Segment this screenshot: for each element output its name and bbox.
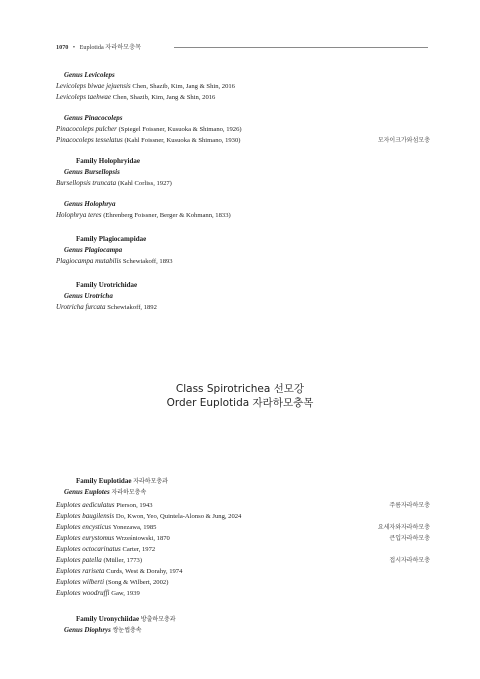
species-entry: Euplotes rariseta Curds, West & Dorahy, 1974 bbox=[56, 567, 183, 575]
species-entry: Pinacocoleps pulcher (Spiegel Foissner, Kusuoka & Shimano, 1926) bbox=[56, 125, 242, 133]
family-heading: Family Euplotidae 자라하모충과 bbox=[76, 477, 168, 485]
class-heading: Class Spirotrichea 선모강 bbox=[175, 383, 305, 395]
species-entry: Urotricha furcata Schewiakoff, 1892 bbox=[56, 303, 157, 311]
korean-common-name: 접시자라하모충 bbox=[389, 557, 430, 564]
genus-heading: Genus Levicoleps bbox=[64, 71, 115, 79]
species-entry: Bursellopsis truncata (Kahl Corliss, 1927) bbox=[56, 179, 172, 187]
header-title: Euplotida 자라하모충목 bbox=[79, 44, 142, 51]
species-entry: Pinacocoleps tesselatus (Kahl Foissner, Kusuoka & Shimano, 1930) 모자이크가와섬모충 bbox=[56, 136, 430, 144]
species-entry: Euplotes eurystomus Wrześniowski, 1870 큰입자라하모충 bbox=[56, 534, 430, 542]
species-entry: Euplotes patella (Müller, 1773) 접시자라하모충 bbox=[56, 556, 430, 564]
species-entry: Euplotes woodruffi Gaw, 1939 bbox=[56, 589, 140, 597]
genus-heading: Genus Euplotes 자라하모충속 bbox=[64, 488, 147, 496]
genus-heading: Genus Urotricha bbox=[64, 292, 113, 300]
family-heading: Family Urotrichidae bbox=[76, 281, 138, 289]
species-entry: Holophrya teres (Ehrenberg Foissner, Berger & Kohmann, 1833) bbox=[56, 211, 231, 219]
order-heading: Order Euplotida 자라하모충목 bbox=[166, 397, 314, 409]
korean-common-name: 요세자와자라하모충 bbox=[377, 524, 430, 531]
species-entry: Euplotes baugilensis Do, Kwon, Yeo, Quintela-Alonso & Jung, 2024 bbox=[56, 512, 242, 520]
genus-heading: Genus Bursellopsis bbox=[64, 168, 120, 176]
header-bullet: • bbox=[72, 44, 76, 51]
species-entry: Levicoleps biwae jejuensis Chen, Shazib, Kim, Jang & Shin, 2016 bbox=[56, 82, 235, 90]
korean-common-name: 큰입자라하모충 bbox=[389, 535, 430, 542]
genus-heading: Genus Plagiocampa bbox=[64, 246, 123, 254]
family-heading: Family Holophryidae bbox=[76, 157, 140, 165]
family-heading: Family Uronychiidae 방출하모충과 bbox=[76, 615, 176, 623]
species-entry: Euplotes encysticus Yonezawa, 1985 요세자와자라하모충 bbox=[56, 523, 430, 531]
korean-common-name: 모자이크가와섬모충 bbox=[377, 137, 430, 144]
running-header bbox=[56, 42, 428, 52]
genus-heading: Genus Holophrya bbox=[64, 200, 116, 208]
header-rule bbox=[174, 47, 428, 48]
species-entry: Euplotes wilberti (Song & Wilbert, 2002) bbox=[56, 578, 169, 586]
page-number: 1070 bbox=[56, 44, 69, 51]
species-entry: Euplotes aediculatus Pierson, 1943 주름자라하모충 bbox=[56, 501, 430, 509]
species-entry: Plagiocampa mutabilis Schewiakoff, 1893 bbox=[56, 257, 173, 265]
species-entry: Euplotes octocarinatus Carter, 1972 bbox=[56, 545, 156, 553]
family-heading: Family Plagiocampidae bbox=[76, 235, 147, 243]
genus-heading: Genus Pinacocoleps bbox=[64, 114, 123, 122]
genus-heading: Genus Diophrys 쌍눈썹충속 bbox=[64, 626, 142, 634]
species-entry: Levicoleps taehwae Chen, Shazib, Kim, Jang & Shin, 2016 bbox=[56, 93, 216, 101]
korean-common-name: 주름자라하모충 bbox=[389, 502, 430, 509]
